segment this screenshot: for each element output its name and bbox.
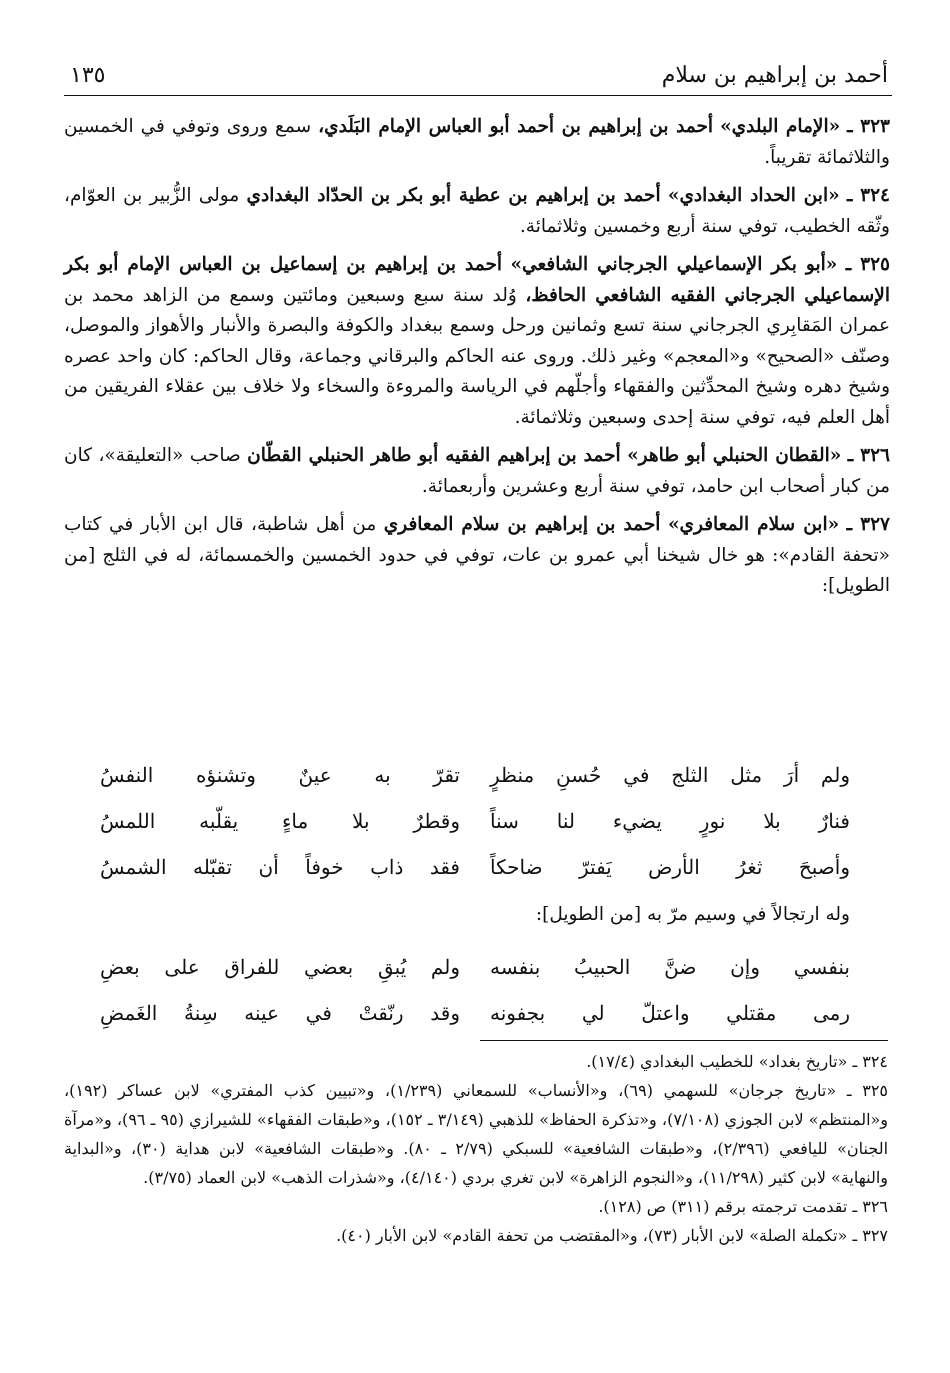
entry-name: أحمد بن إبراهيم بن أحمد أبو العباس الإمام البَلَدي، [318,116,714,137]
footnotes [64,1047,888,1250]
entry-alias: «القطان الحنبلي أبو طاهر» [627,445,842,466]
verse [100,844,850,890]
verse-first-hemistich: فنارٌ بلا نورٍ يضيء لنا سناً [490,809,850,833]
header-rule [64,95,892,96]
entry-text: صاحب «التعليقة»، كان من كبار أصحاب ابن حامد، توفي سنة أربع وعشرين وأربعمائة. [64,445,890,497]
entry-alias: «ابن الحداد البغدادي» [667,185,840,206]
entry-325: ٣٢٥ ـ «أبو بكر الإسماعيلي الجرجاني الشافعي» أحمد بن إبراهيم بن إسماعيل بن العباس الإمام أبو بكر الإسماعيلي الجرجاني الفقيه الشافعي الحافظ، وُلد سنة سبع وسبعين ومائتين وسمع من الزاهد محمد بن عمران المَقابِري الجرجاني سنة تسع وثمانين ورحل وسمع ببغداد والكوفة والبصرة والأنبار والأهواز والموصل، وصنّف «الصحيح» و«المعجم» وغير ذلك. وروى عنه الحاكم والبرقاني وجماعة، وقال الحاكم: كان واحد عصره وشيخ دهره وشيخ المحدِّثين والفقهاء وأجلّهم في الرياسة والمروءة والسخاء ولا خلاف بين عقلاء الفريقين من أهل العلم فيه، توفي سنة إحدى وسبعين وثلاثمائة. [64,254,890,428]
footnote: ٣٢٤ ـ «تاريخ بغداد» للخطيب البغدادي (١٧/٤). [586,1052,888,1071]
verse-second-hemistich: وقطرٌ بلا ماءٍ يقلّبه اللمسُ [100,809,460,833]
entry-323: ٣٢٣ ـ «الإمام البلدي» أحمد بن إبراهيم بن أحمد أبو العباس الإمام البَلَدي، سمع وروى وتوفي في الخمسين والثلاثمائة تقريباً. [64,116,890,168]
entry-name: أحمد بن إبراهيم بن إسماعيل بن العباس الإمام أبو بكر الإسماعيلي الجرجاني الفقيه الشافعي الحافظ، [64,254,890,306]
running-header [70,52,888,88]
verse-second-hemistich: وقد رنّقتْ في عينه سِنةُ الغَمضِ [100,1001,460,1025]
footnote: ٣٢٥ ـ «تاريخ جرجان» للسهمي (٦٩)، و«الأنساب» للسمعاني (١/٢٣٩)، و«تبيين كذب المفتري» لابن عساكر (١٩٢)، و«المنتظم» لابن الجوزي (٧/١٠٨)، و«تذكرة الحفاظ» للذهبي (٣/١٤٩ ـ ١٥٢)، و«طبقات الفقهاء» للشيرازي (٩٥ ـ ٩٦)، و«مرآة الجنان» لليافعي (٢/٣٩٦)، و«طبقات الشافعية» للسبكي (٢/٧٩ ـ ٨٠). و«طبقات الشافعية» لابن هداية (٣٠)، و«البداية والنهاية» لابن كثير (١١/٢٩٨)، و«النجوم الزاهرة» لابن تغري بردي (٤/١٤٠)، و«شذرات الذهب» لابن العماد (٣/٧٥). [64,1081,889,1187]
verse-second-hemistich: ولم يُبقِ بعضي للفراق على بعضِ [100,955,460,979]
entries-body [64,112,890,610]
footnote-rule [480,1040,888,1041]
page-number: ١٣٥ [70,63,106,88]
poem-snow [100,752,850,890]
footnote: ٣٢٦ ـ تقدمت ترجمته برقم (٣١١) ص (١٢٨). [598,1197,888,1216]
entry-name: أحمد بن إبراهيم بن سلام المعافري [383,514,661,535]
poem-handsome [100,944,850,1036]
entry-name: أحمد بن إبراهيم الفقيه أبو طاهر الحنبلي القطّان [247,445,621,466]
verse-first-hemistich: وأصبحَ ثغرُ الأرض يَفترّ ضاحكاً [490,855,850,879]
entry-text: مولى الزُّبير بن العوّام، وثّقه الخطيب، توفي سنة أربع وخمسين وثلاثمائة. [64,185,890,237]
entry-324: ٣٢٤ ـ «ابن الحداد البغدادي» أحمد بن إبراهيم بن عطية أبو بكر بن الحدّاد البغدادي مولى الزُّبير بن العوّام، وثّقه الخطيب، توفي سنة أربع وخمسين وثلاثمائة. [64,185,890,237]
entry-name: أحمد بن إبراهيم بن عطية أبو بكر بن الحدّاد البغدادي [246,185,661,206]
entry-327: ٣٢٧ ـ «ابن سلام المعافري» أحمد بن إبراهيم بن سلام المعافري من أهل شاطبة، قال ابن الأبار في كتاب «تحفة القادم»: هو خال شيخنا أبي عمرو بن عات، توفي في حدود الخمسين والخمسمائة، له في الثلج [من الطويل]: [64,514,890,596]
verse-second-hemistich: فقد ذاب خوفاً أن تقبّله الشمسُ [100,855,460,879]
footnote: ٣٢٧ ـ «تكملة الصلة» لابن الأبار (٧٣)، و«المقتضب من تحفة القادم» لابن الأبار (٤٠). [336,1226,888,1245]
verse [100,944,850,990]
entry-alias: «الإمام البلدي» [720,116,841,137]
verse [100,990,850,1036]
header-title: أحمد بن إبراهيم بن سلام [661,63,888,88]
verse-first-hemistich: رمى مقتلي واعتلّ لي بجفونه [490,1001,850,1025]
verse [100,752,850,798]
verse-first-hemistich: بنفسي وإن ضنَّ الحبيبُ بنفسه [490,955,850,979]
entry-326: ٣٢٦ ـ «القطان الحنبلي أبو طاهر» أحمد بن إبراهيم الفقيه أبو طاهر الحنبلي القطّان صاحب «التعليقة»، كان من كبار أصحاب ابن حامد، توفي سنة أربع وعشرين وأربعمائة. [64,445,890,497]
entry-text: سمع وروى وتوفي في الخمسين والثلاثمائة تقريباً. [64,116,890,168]
verse-second-hemistich: تقرّ به عينٌ وتشنؤه النفسُ [100,763,460,787]
verse-first-hemistich: ولم أرَ مثل الثلج في حُسنِ منظرٍ [490,763,850,787]
poem2-intro: وله ارتجالاً في وسيم مرّ به [من الطويل]: [535,904,850,925]
entry-text: وُلد سنة سبع وسبعين ومائتين وسمع من الزاهد محمد بن عمران المَقابِري الجرجاني سنة تسع وثمانين ورحل وسمع ببغداد والكوفة والبصرة والأنبار والأهواز والموصل، وصنّف «الصحيح» و«المعجم» وغير ذلك. وروى عنه الحاكم والبرقاني وجماعة، وقال الحاكم: كان واحد عصره وشيخ دهره وشيخ المحدِّثين والفقهاء وأجلّهم في الرياسة والمروءة والسخاء ولا خلاف بين عقلاء الفريقين من أهل العلم فيه، توفي سنة إحدى وسبعين وثلاثمائة. [64,284,890,428]
entry-alias: «أبو بكر الإسماعيلي الجرجاني الشافعي» [510,254,838,275]
entry-text: من أهل شاطبة، قال ابن الأبار في كتاب «تحفة القادم»: هو خال شيخنا أبي عمرو بن عات، توفي في حدود الخمسين والخمسمائة، له في الثلج [من الطويل]: [64,514,890,596]
entry-alias: «ابن سلام المعافري» [667,514,840,535]
verse [100,798,850,844]
